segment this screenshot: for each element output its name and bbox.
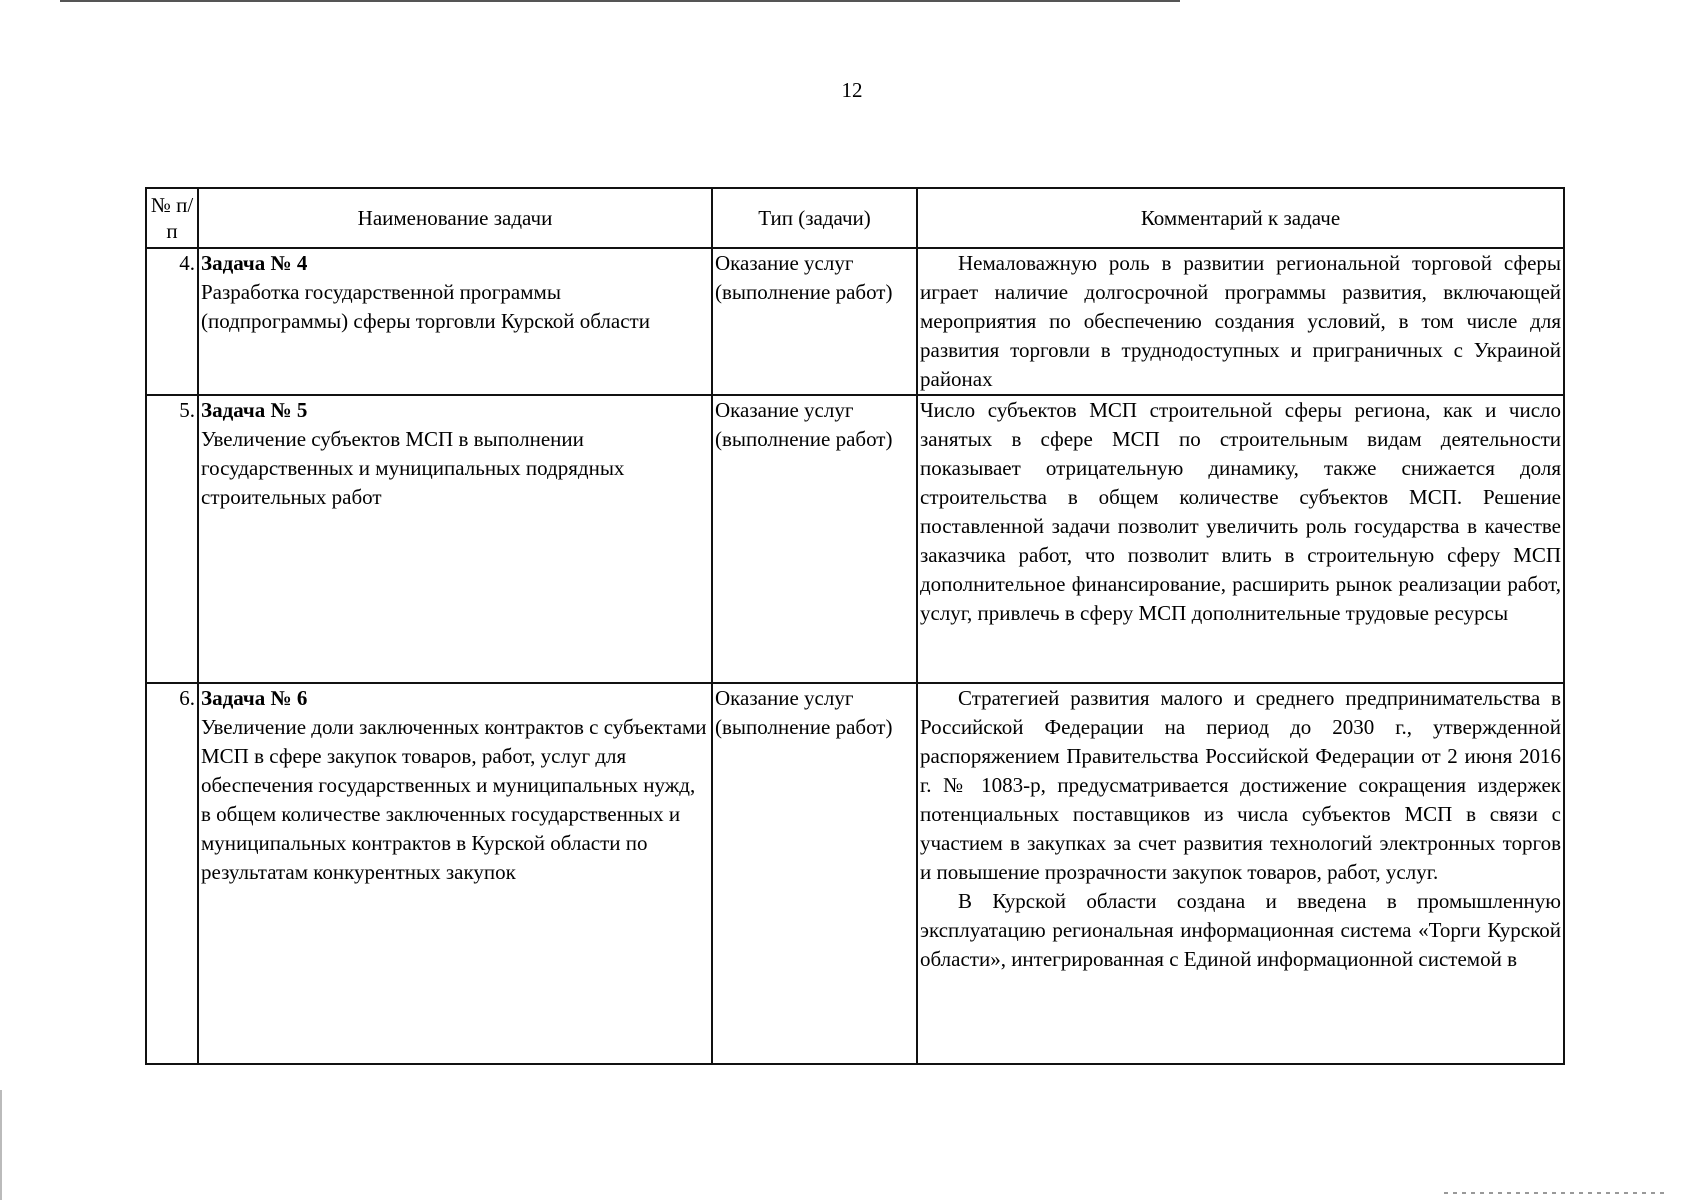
task-comment xyxy=(917,683,1564,1064)
table-row xyxy=(146,248,1564,395)
task-name-cell xyxy=(198,395,712,683)
task-type: Оказание услуг (выполнение работ) xyxy=(712,683,917,1064)
task-name-cell xyxy=(198,248,712,395)
header-num: № п/п xyxy=(146,188,198,248)
row-number: 5. xyxy=(146,395,198,683)
table-row xyxy=(146,683,1564,1064)
comment-paragraph: В Курской области создана и введена в промышленную эксплуатацию региональная информационная система «Торги Курской области», интегрированная с Единой информационной системой в xyxy=(920,889,1561,971)
task-name-cell xyxy=(198,683,712,1064)
header-task-type: Тип (задачи) xyxy=(712,188,917,248)
comment-paragraph: Число субъектов МСП строительной сферы региона, как и число занятых в сфере МСП по строительным видам деятельности показывает отрицательную динамику, также снижается доля строительства в общем количестве субъектов МСП. Решение поставленной задачи позволит увеличить роль государства в качестве заказчика работ, что позволит влить в строительную сферу МСП дополнительное финансирование, расширить рынок реализации работ, услуг, привлечь в сферу МСП дополнительные трудовые ресурсы xyxy=(920,398,1561,625)
comment-paragraph: Стратегией развития малого и среднего предпринимательства в Российской Федерации на период до 2030 г., утвержденной распоряжением Правительства Российской Федерации от 2 июня 2016 г. № 1083-р, предусматривается достижение сокращения издержек потенциальных поставщиков из числа субъектов МСП в связи с участием в закупках за счет развития технологий электронных торгов и повышение прозрачности закупок товаров, работ, услуг. xyxy=(920,686,1561,884)
scan-artifact xyxy=(1444,1192,1664,1194)
task-comment xyxy=(917,395,1564,683)
task-title: Задача № 4 xyxy=(201,251,308,275)
row-number: 6. xyxy=(146,683,198,1064)
header-task-name: Наименование задачи xyxy=(198,188,712,248)
task-description: Увеличение доли заключенных контрактов с субъектами МСП в сфере закупок товаров, работ, услуг для обеспечения государственных и муниципальных нужд, в общем количестве заключенных государственных и муниципальных контрактов в Курской области по результатам конкурентных закупок xyxy=(201,715,707,884)
row-number: 4. xyxy=(146,248,198,395)
task-description: Разработка государственной программы (подпрограммы) сферы торговли Курской области xyxy=(201,280,650,333)
scan-left-edge xyxy=(0,1090,2,1200)
task-title: Задача № 5 xyxy=(201,398,308,422)
task-description: Увеличение субъектов МСП в выполнении государственных и муниципальных подрядных строительных работ xyxy=(201,427,625,509)
task-comment xyxy=(917,248,1564,395)
table-header-row xyxy=(146,188,1564,248)
table-row xyxy=(146,395,1564,683)
task-type: Оказание услуг (выполнение работ) xyxy=(712,248,917,395)
header-comment: Комментарий к задаче xyxy=(917,188,1564,248)
task-type: Оказание услуг (выполнение работ) xyxy=(712,395,917,683)
tasks-table xyxy=(145,187,1565,1065)
scan-top-rule xyxy=(60,0,1180,2)
task-title: Задача № 6 xyxy=(201,686,308,710)
comment-paragraph: Немаловажную роль в развитии региональной торговой сферы играет наличие долгосрочной программы развития, включающей мероприятия по обеспечению создания условий, в том числе для развития торговли в труднодоступных и приграничных с Украиной районах xyxy=(920,251,1561,391)
page-number: 12 xyxy=(841,78,863,102)
